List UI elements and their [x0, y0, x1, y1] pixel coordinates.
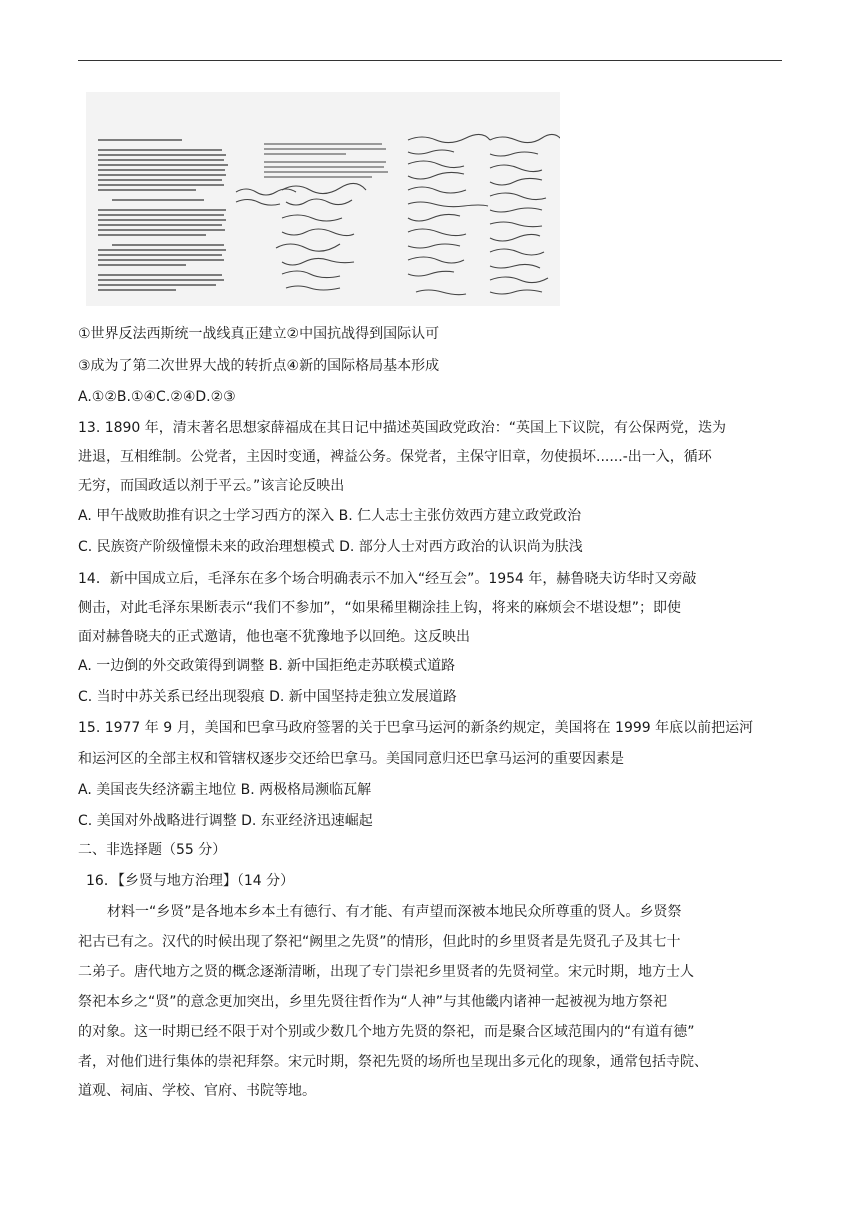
- q16-material-line-1: 材料一“乡贤”是各地本乡本土有德行、有才能、有声望而深被本地民众所尊重的贤人。乡贤祭: [107, 904, 682, 920]
- q15-options-cd: C. 美国对外战略进行调整 D. 东亚经济迅速崛起: [78, 813, 373, 829]
- q13-stem-line-2: 进退，互相维制。公党者，主因时变通，裨益公务。保党者，主保守旧章，勿使损坏......-出一入，循环: [78, 449, 712, 465]
- declaration-pages: [86, 92, 560, 306]
- section-2-heading: 二、非选择题（55 分）: [78, 842, 227, 858]
- q14-stem-line-2: 侧击，对此毛泽东果断表示“我们不参加”，“如果稀里糊涂挂上钩，将来的麻烦会不堪设想”；即使: [78, 600, 682, 616]
- q13-options-ab: A. 甲午战败助推有识之士学习西方的深入 B. 仁人志士主张仿效西方建立政党政治: [78, 508, 582, 524]
- q16-material-line-5: 的对象。这一时期已经不限于对个别或少数几个地方先贤的祭祀，而是聚合区域范围内的“有道有德”: [78, 1024, 695, 1040]
- q14-stem-line-1: 14．新中国成立后，毛泽东在多个场合明确表示不加入“经互会”。1954 年，赫鲁晓夫访华时又旁敲: [78, 571, 697, 587]
- q16-title: 16．【乡贤与地方治理】（14 分）: [86, 873, 295, 889]
- q14-options-ab: A. 一边倒的外交政策得到调整 B. 新中国拒绝走苏联模式道路: [78, 658, 456, 674]
- q16-material-line-7: 道观、祠庙、学校、官府、书院等地。: [78, 1083, 316, 1099]
- q13-stem-line-1: 13. 1890 年，清末著名思想家薛福成在其日记中描述英国政党政治：“英国上下议院，有公保两党，迭为: [78, 420, 727, 436]
- q15-stem-line-1: 15. 1977 年 9 月，美国和巴拿马政府签署的关于巴拿马运河的新条约规定，美国将在 1999 年底以前把运河: [78, 720, 754, 736]
- q16-material-line-3: 二弟子。唐代地方之贤的概念逐渐清晰，出现了专门崇祀乡里贤者的先贤祠堂。宋元时期，地方士人: [78, 964, 694, 980]
- q12-choices: A.①②B.①④C.②④D.②③: [78, 389, 236, 405]
- q14-stem-line-3: 面对赫鲁晓夫的正式邀请，他也毫不犹豫地予以回绝。这反映出: [78, 629, 470, 645]
- q15-options-ab: A. 美国丧失经济霸主地位 B. 两极格局濒临瓦解: [78, 782, 372, 798]
- q13-stem-line-3: 无穷，而国政适以剂于平云。”该言论反映出: [78, 478, 345, 494]
- q13-options-cd: C. 民族资产阶级憧憬未来的政治理想模式 D. 部分人士对西方政治的认识尚为肤浅: [78, 539, 583, 555]
- declaration-image: [86, 92, 560, 306]
- q16-material-line-2: 祀古已有之。汉代的时候出现了祭祀“阙里之先贤”的情形，但此时的乡里贤者是先贤孔子及其七十: [78, 934, 681, 950]
- q12-options-line-2: ③成为了第二次世界大战的转折点④新的国际格局基本形成: [78, 358, 440, 374]
- q12-options-line-1: ①世界反法西斯统一战线真正建立②中国抗战得到国际认可: [78, 326, 440, 342]
- header-rule: [78, 60, 782, 61]
- q14-options-cd: C. 当时中苏关系已经出现裂痕 D. 新中国坚持走独立发展道路: [78, 689, 457, 705]
- q16-material-line-6: 者，对他们进行集体的崇祀拜祭。宋元时期，祭祀先贤的场所也呈现出多元化的现象，通常包括寺院、: [78, 1054, 708, 1070]
- q15-stem-line-2: 和运河区的全部主权和管辖权逐步交还给巴拿马。美国同意归还巴拿马运河的重要因素是: [78, 751, 624, 767]
- q16-material-line-4: 祭祀本乡之“贤”的意念更加突出，乡里先贤往哲作为“人神”与其他畿内诸神一起被视为地方祭祀: [78, 994, 668, 1010]
